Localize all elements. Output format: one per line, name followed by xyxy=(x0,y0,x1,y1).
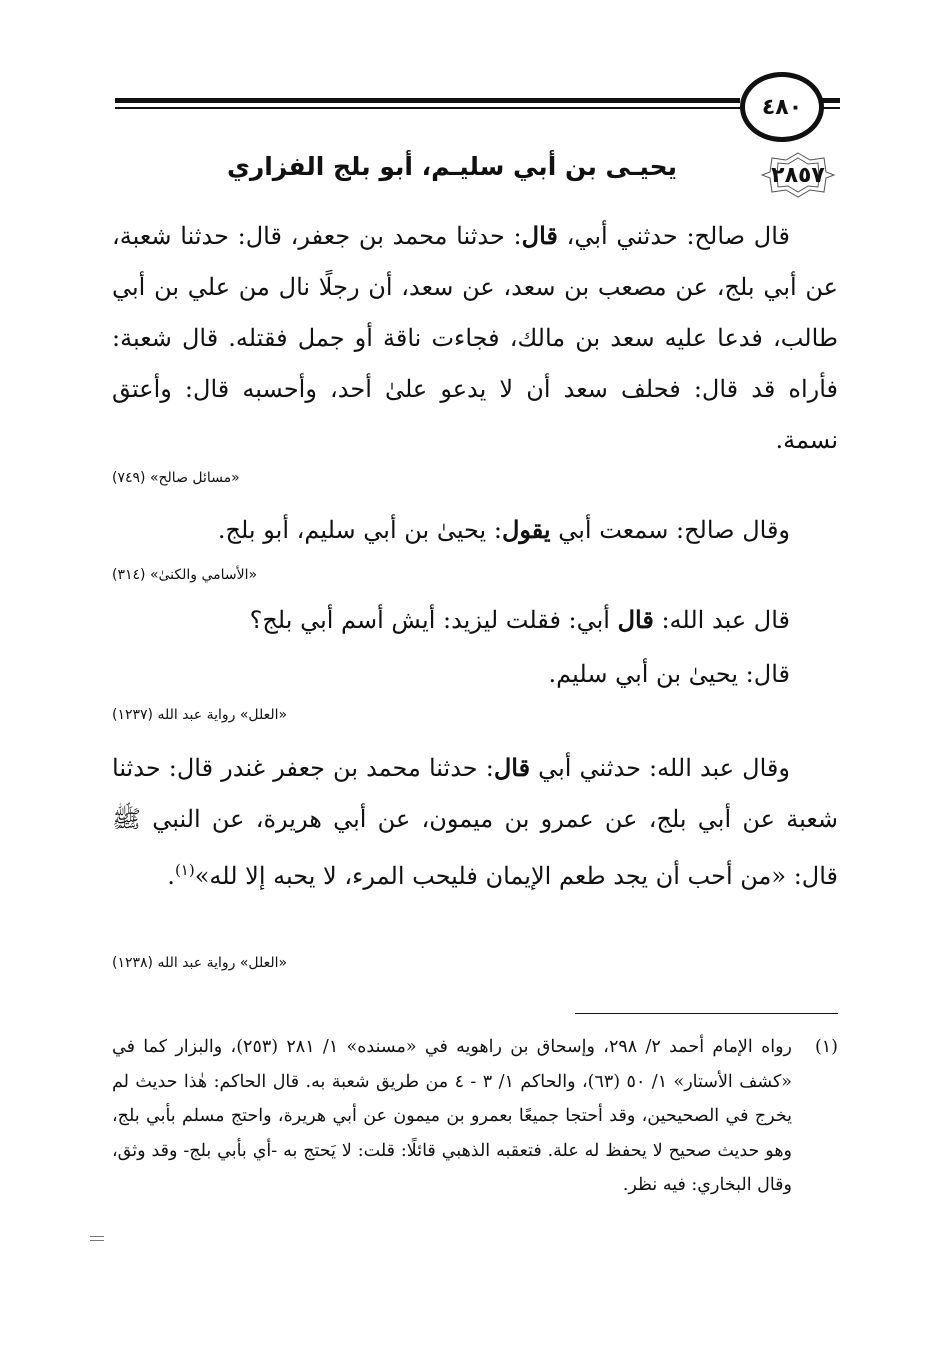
source-citation-1: «مسائل صالح» (٧٤٩) xyxy=(112,470,240,486)
source-citation-2: «الأسامي والكنىٰ» (٣١٤) xyxy=(112,567,258,583)
header-rule-thin xyxy=(115,107,740,109)
footnote-separator xyxy=(575,1013,838,1014)
page-number: ٤٨٠ xyxy=(740,72,824,142)
paragraph-4: قال: يحيىٰ بن أبي سليم. xyxy=(548,660,790,688)
source-citation-3: «العلل» رواية عبد الله (١٢٣٧) xyxy=(112,707,288,723)
footnote xyxy=(112,1030,838,1203)
header-rule xyxy=(115,98,740,103)
margin-marks xyxy=(90,1236,104,1244)
entry-number: ٢٨٥٧ xyxy=(771,162,825,188)
footnote-ref[interactable]: (١) xyxy=(174,861,195,879)
paragraph-1: قال صالح: حدثني أبي، قال: حدثنا محمد بن جعفر، قال: حدثنا شعبة، عن أبي بلج، عن مصعب بن سعد، عن سعد، أن رجلًا نال من علي بن أبي طالب، فدعا عليه سعد بن مالك، فجاءت ناقة أو جمل فقتله. قال شعبة: فأراه قد قال: فحلف سعد أن لا يدعو علىٰ أحد، وأحسبه قال: وأعتق نسمة. xyxy=(112,221,839,454)
entry-number-badge xyxy=(758,150,838,200)
entry-title: يحيـى بن أبي سليـم، أبو بلج الفزاري xyxy=(226,152,677,181)
paragraph-2: وقال صالح: سمعت أبي يقول: يحيىٰ بن أبي سليم، أبو بلج. xyxy=(217,515,790,544)
paragraph-3: قال عبد الله: قال أبي: فقلت ليزيد: أيش أسم أبي بلج؟ xyxy=(249,605,790,634)
footnote-text: رواه الإمام أحمد ٢/ ٢٩٨، وإسحاق بن راهويه في «مسنده» ١/ ٢٨١ (٢٥٣)، والبزار كما في «كشف الأستار» ١/ ٥٠ (٦٣)، والحاكم ١/ ٣ - ٤ من طريق شعبة به. قال الحاكم: هٰذا حديث لم يخرج في الصحيحين، وقد أحتجا جميعًا بعمرو بن ميمون عن أبي هريرة، واحتج مسلم بأبي بلج، وهو حديث صحيح لا يحفظ له علة. فتعقبه الذهبي قائلًا: قلت: لا يَحتج به -أي بأبي بلج- وقد وثق، وقال البخاري: فيه نظر. xyxy=(112,1037,792,1195)
source-citation-4: «العلل» رواية عبد الله (١٢٣٨) xyxy=(112,955,288,971)
footnote-number: (١) xyxy=(814,1037,838,1057)
paragraph-5: وقال عبد الله: حدثني أبي قال: حدثنا محمد بن جعفر غندر قال: حدثنا شعبة عن أبي بلج، عن عمرو بن ميمون، عن أبي هريرة، عن النبي ﷺ قال: «من أحب أن يجد طعم الإيمان فليحب المرء، لا يحبه إلا لله»$^{(١)}$. xyxy=(112,753,839,890)
